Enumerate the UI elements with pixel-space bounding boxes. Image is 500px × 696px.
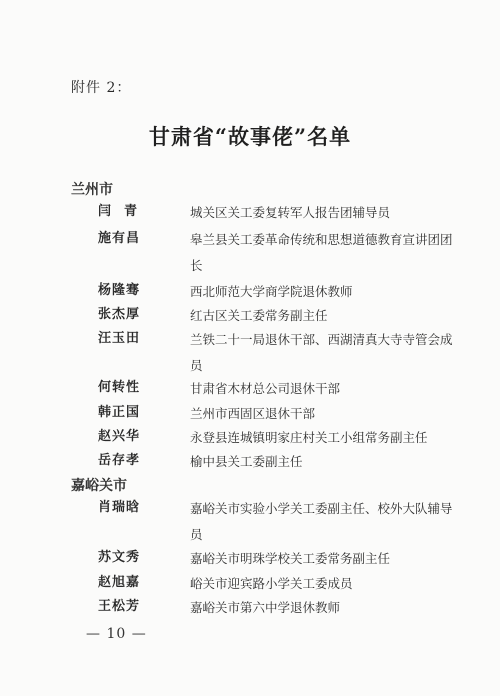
person-description: 甘肃省木材总公司退休干部	[190, 381, 341, 396]
person-description: 嘉峪关市第六中学退休教师	[190, 600, 341, 615]
person-description: 兰州市西固区退休干部	[190, 406, 316, 421]
person-name: 肖瑞晗	[98, 500, 141, 515]
person-name: 汪玉田	[98, 331, 141, 346]
person-description: 永登县连城镇明家庄村关工小组常务副主任	[190, 430, 428, 445]
person-description: 城关区关工委复转军人报告团辅导员	[190, 205, 391, 220]
person-description: 皋兰县关工委革命传统和思想道德教育宣讲团团长	[190, 232, 453, 273]
person-name: 苏文秀	[98, 550, 141, 565]
person-description: 峪关市迎宾路小学关工委成员	[190, 576, 353, 591]
person-name: 杨隆骞	[98, 283, 141, 298]
person-name: 张杰厚	[98, 307, 141, 322]
person-description: 嘉峪关市实验小学关工委副主任、校外大队辅导员	[190, 501, 453, 542]
person-description: 西北师范大学商学院退休教师	[190, 284, 353, 299]
person-name: 闫青	[98, 204, 151, 219]
person-name: 王松芳	[98, 599, 141, 614]
person-name: 岳存孝	[98, 453, 141, 468]
attachment-label: 附件 2：	[71, 80, 132, 96]
page-number: — 10 —	[86, 626, 147, 642]
person-description: 兰铁二十一局退休干部、西湖清真大寺寺管会成员	[190, 332, 453, 373]
person-name: 施有昌	[98, 231, 141, 246]
person-description: 榆中县关工委副主任	[190, 454, 303, 469]
person-name: 赵旭嘉	[98, 575, 141, 590]
person-name: 韩正国	[98, 405, 141, 420]
person-description: 红古区关工委常务副主任	[190, 308, 328, 323]
person-description: 嘉峪关市明珠学校关工委常务副主任	[190, 551, 391, 566]
section-heading-jiayuguan: 嘉峪关市	[71, 478, 127, 494]
page-title: 甘肃省“故事佬”名单	[148, 124, 352, 149]
section-heading-lanzhou: 兰州市	[71, 182, 113, 198]
person-name: 赵兴华	[98, 429, 141, 444]
person-name: 何转性	[98, 380, 141, 395]
